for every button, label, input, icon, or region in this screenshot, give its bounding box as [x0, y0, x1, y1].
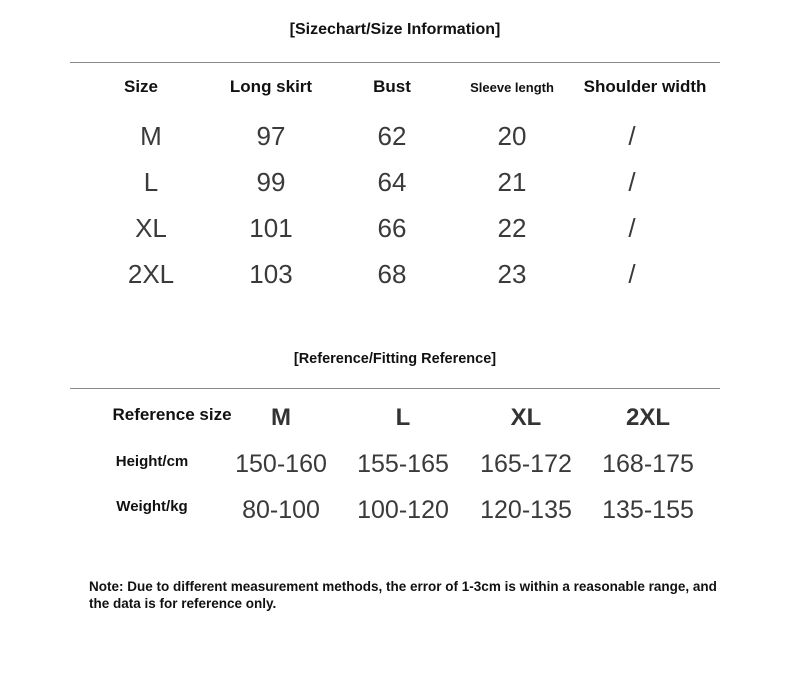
table-cell: 100-120: [357, 496, 449, 524]
size-chart-divider: [70, 62, 720, 63]
header-long-skirt: Long skirt: [229, 77, 313, 96]
table-cell: 21: [497, 167, 527, 197]
table-cell: 168-175: [602, 450, 694, 478]
reference-size-label: Reference size: [112, 405, 232, 424]
table-cell: 22: [497, 213, 527, 243]
table-cell: /: [628, 259, 636, 289]
table-cell: 97: [256, 121, 286, 151]
table-cell: /: [628, 213, 636, 243]
header-shoulder-width: Shoulder width: [583, 77, 707, 96]
table-cell: 80-100: [242, 496, 320, 524]
table-cell: 99: [256, 167, 286, 197]
reference-size-header: L: [395, 404, 411, 431]
size-chart-title: [Sizechart/Size Information]: [289, 21, 501, 38]
table-cell: 120-135: [480, 496, 572, 524]
table-cell: 150-160: [235, 450, 327, 478]
table-cell: 66: [377, 213, 407, 243]
table-cell: 20: [497, 121, 527, 151]
table-cell: 23: [497, 259, 527, 289]
table-cell: /: [628, 167, 636, 197]
table-cell: 155-165: [357, 450, 449, 478]
measurement-note: Note: Due to different measurement methods, the error of 1-3cm is within a reasonable range, and the data is for reference only.: [89, 579, 717, 611]
table-cell: 103: [249, 259, 293, 289]
reference-size-header: 2XL: [625, 404, 671, 431]
header-bust: Bust: [373, 77, 411, 96]
table-cell: 62: [377, 121, 407, 151]
reference-divider: [70, 388, 720, 389]
reference-title: [Reference/Fitting Reference]: [293, 351, 497, 367]
table-cell: M: [140, 121, 162, 151]
height-row-label: Height/cm: [115, 453, 189, 470]
table-cell: 2XL: [127, 259, 175, 289]
table-cell: 68: [377, 259, 407, 289]
reference-size-header: M: [271, 404, 291, 431]
weight-row-label: Weight/kg: [116, 498, 188, 515]
header-size: Size: [123, 77, 159, 96]
table-cell: 165-172: [480, 450, 572, 478]
table-cell: /: [628, 121, 636, 151]
table-cell: 101: [249, 213, 293, 243]
table-cell: 135-155: [602, 496, 694, 524]
table-cell: L: [143, 167, 159, 197]
header-sleeve-length: Sleeve length: [470, 80, 554, 95]
table-cell: XL: [135, 213, 167, 243]
table-cell: 64: [377, 167, 407, 197]
reference-size-header: XL: [510, 404, 542, 431]
